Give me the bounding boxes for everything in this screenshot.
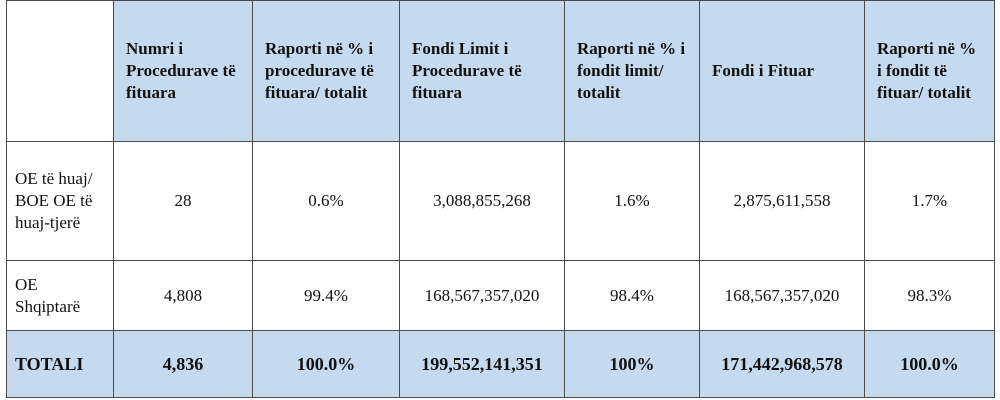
table-cell: 3,088,855,268: [400, 142, 565, 261]
table-cell: 98.4%: [565, 260, 700, 331]
procurement-summary-table: [6, 0, 995, 398]
total-cell: 199,552,141,351: [400, 331, 565, 398]
table-cell: 1.6%: [565, 142, 700, 261]
header-procedures-ratio: Raporti në % i procedurave të fituara/ totalit: [253, 1, 400, 142]
header-won-fund: Fondi i Fituar: [700, 1, 865, 142]
table-row: [7, 142, 995, 261]
row-label: OE të huaj/ BOE OE të huaj-tjerë: [7, 142, 114, 261]
total-row: [7, 331, 995, 398]
table-cell: 1.7%: [865, 142, 995, 261]
total-cell: 171,442,968,578: [700, 331, 865, 398]
header-procedures-won: Numri i Procedurave të fituara: [114, 1, 253, 142]
total-cell: 100.0%: [865, 331, 995, 398]
row-label: OE Shqiptarë: [7, 260, 114, 331]
total-label: TOTALI: [7, 331, 114, 398]
table-cell: 28: [114, 142, 253, 261]
procurement-table-container: [6, 0, 994, 398]
total-cell: 100%: [565, 331, 700, 398]
header-limit-fund: Fondi Limit i Procedurave të fituara: [400, 1, 565, 142]
table-cell: 0.6%: [253, 142, 400, 261]
table-cell: 99.4%: [253, 260, 400, 331]
header-row: [7, 1, 995, 142]
table-cell: 4,808: [114, 260, 253, 331]
table-cell: 98.3%: [865, 260, 995, 331]
header-won-fund-ratio: Raporti në % i fondit të fituar/ totalit: [865, 1, 995, 142]
table-cell: 168,567,357,020: [400, 260, 565, 331]
table-cell: 2,875,611,558: [700, 142, 865, 261]
header-corner-cell: [7, 1, 114, 142]
total-cell: 4,836: [114, 331, 253, 398]
table-row: [7, 260, 995, 331]
header-limit-fund-ratio: Raporti në % i fondit limit/ totalit: [565, 1, 700, 142]
total-cell: 100.0%: [253, 331, 400, 398]
table-cell: 168,567,357,020: [700, 260, 865, 331]
